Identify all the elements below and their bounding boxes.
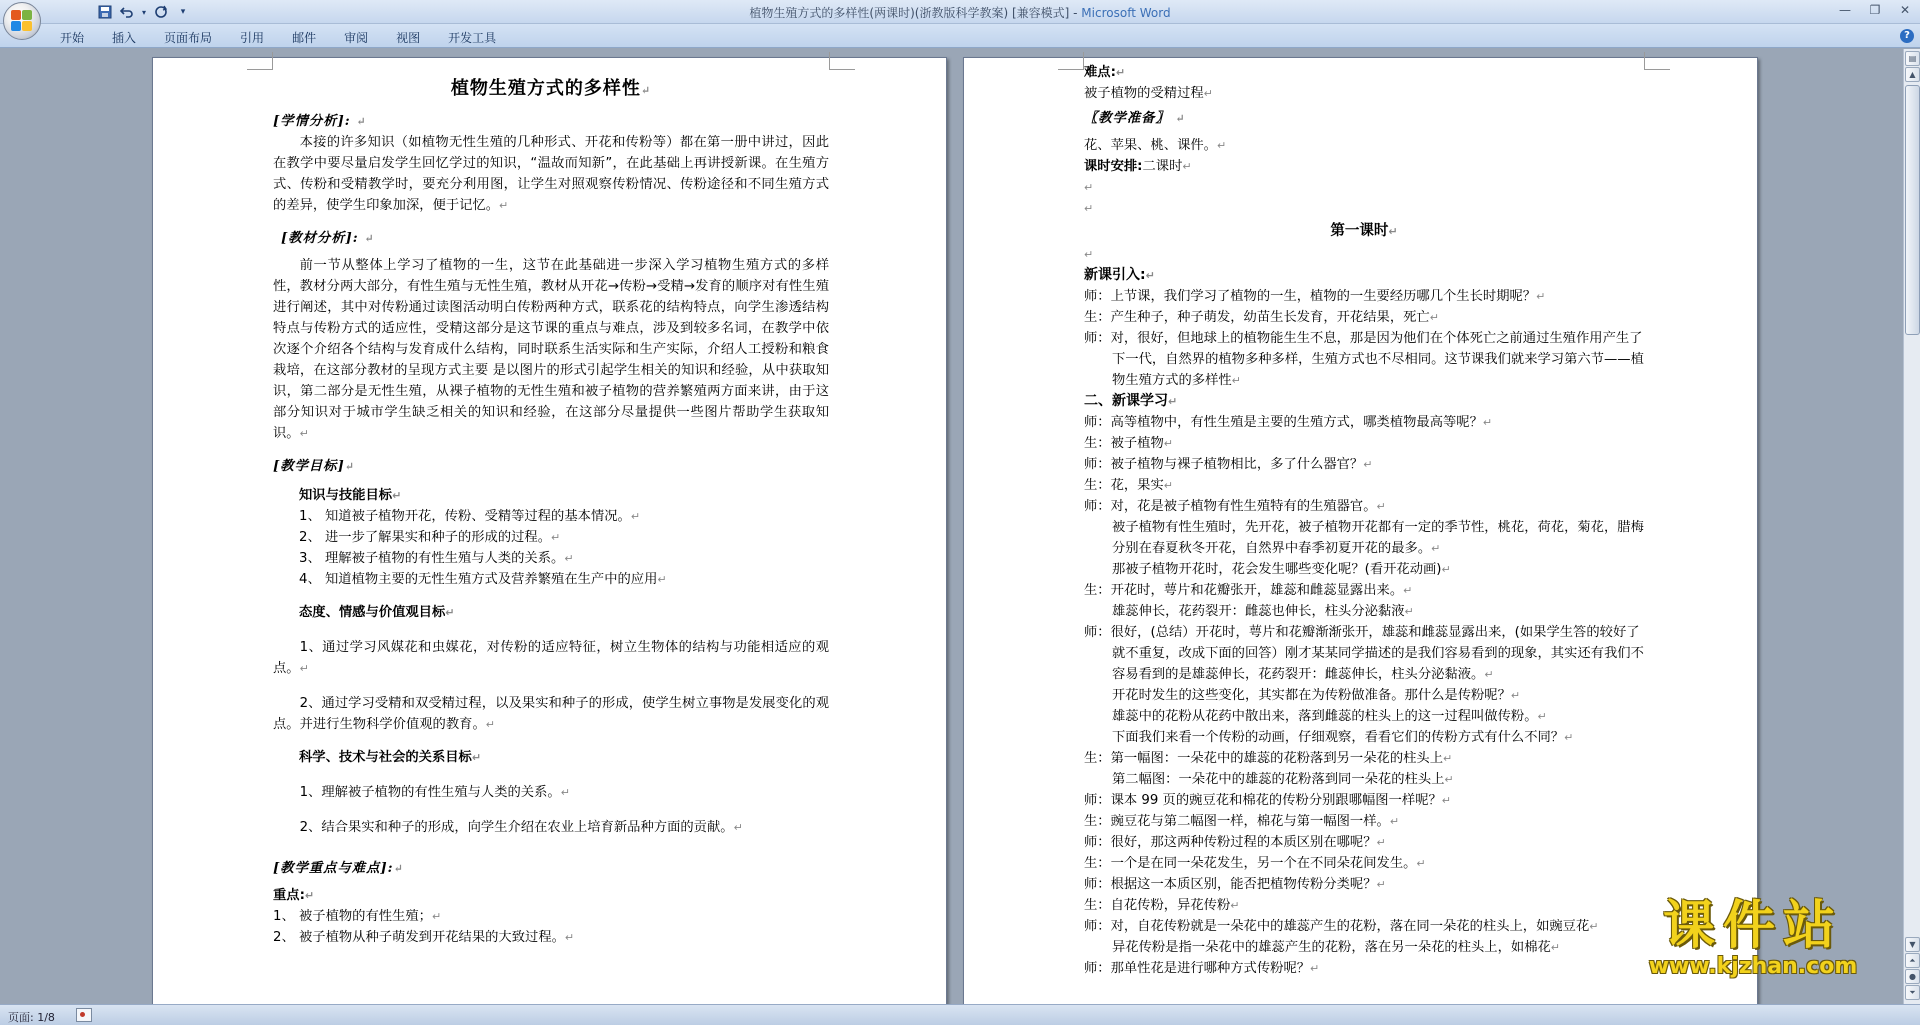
window-title xyxy=(0,4,1920,21)
restore-icon[interactable]: ❐ xyxy=(1869,2,1881,17)
tab-references[interactable]: 引用 xyxy=(240,31,265,45)
scroll-up-icon[interactable]: ▲ xyxy=(1905,67,1920,82)
tab-developer[interactable]: 开发工具 xyxy=(448,31,497,45)
paragraph: 花、苹果、桃、课件。↵ xyxy=(1084,138,1227,153)
label-new-lesson: 新课引入:↵ xyxy=(1084,267,1155,283)
paragraph: 本接的许多知识（如植物无性生殖的几种形式、开花和传粉等）都在第一册中讲过，因此在教学中要尽量启发学生回忆学过的知识，“温故而知新”，在此基础上再讲授新课。在生殖方式、传粉和受精教学时，要充分利用图，让学生对照观察传粉情况、传粉途径和不同生殖方式的差异，使学生印象加深，便于记忆。↵ xyxy=(273,135,829,213)
dialogue-line: 生：一个是在同一朵花发生，另一个在不同朵花间发生。↵ xyxy=(1084,856,1426,871)
dialogue-continuation: 异花传粉是指一朵花中的雄蕊产生的花粉，落在另一朵花的柱头上，如棉花↵ xyxy=(1112,940,1561,955)
ribbon-tab-bar xyxy=(0,24,1920,48)
vertical-scrollbar[interactable] xyxy=(1903,49,1920,1004)
list-item: 2、 进一步了解果实和种子的形成的过程。↵ xyxy=(299,530,561,545)
dialogue-line: 师：很好，(总结）开花时，萼片和花瓣渐渐张开，雄蕊和雌蕊显露出来，(如果学生答的较好了就不重复，改成下面的回答）刚才某某同学描述的是我们容易看到的现象，其实还有我们不容易看到的是雄蕊伸长，花药裂开：雌蕊伸长，柱头分泌黏液。↵ xyxy=(1084,625,1644,682)
label-key-points: 重点:↵ xyxy=(273,888,315,903)
subheading-sts: 科学、技术与社会的关系目标↵ xyxy=(299,750,482,765)
customize-qat-icon[interactable]: ▾ xyxy=(180,7,186,17)
dialogue-line: 师：课本 99 页的豌豆花和棉花的传粉分别跟哪幅图一样呢？↵ xyxy=(1084,793,1452,808)
watermark-url: www.kjzhan.com xyxy=(1648,954,1858,979)
tab-mailings[interactable]: 邮件 xyxy=(292,31,317,45)
document-heading: 植物生殖方式的多样性↵ xyxy=(450,78,652,99)
next-page-icon[interactable]: ⏷ xyxy=(1905,985,1920,1000)
dialogue-line: 师：对，花是被子植物有性生殖特有的生殖器官。↵ xyxy=(1084,499,1386,514)
label-new-lesson-study: 二、新课学习↵ xyxy=(1084,393,1178,409)
tab-view[interactable]: 视图 xyxy=(396,31,421,45)
list-item: 1、 被子植物的有性生殖；↵ xyxy=(273,909,442,924)
section-heading-objectives: [教学目标]↵ xyxy=(273,459,355,474)
dialogue-line: 生：第一幅图：一朵花中的雄蕊的花粉落到另一朵花的柱头上↵ xyxy=(1084,751,1453,766)
dialogue-line: 生：自花传粉，异花传粉↵ xyxy=(1084,898,1240,913)
dialogue-line: 师：被子植物与裸子植物相比，多了什么器官？↵ xyxy=(1084,457,1373,472)
site-watermark xyxy=(1633,897,1873,982)
tab-review[interactable]: 审阅 xyxy=(344,31,369,45)
section-heading-learner-analysis: [学情分析]: ↵ xyxy=(273,114,367,129)
view-ruler-icon[interactable]: ▤ xyxy=(1905,51,1920,66)
paragraph: 前一节从整体上学习了植物的一生，这节在此基础进一步深入学习植物生殖方式的多样性，教材分两大部分，有性生殖与无性生殖，教材从开花→传粉→受精→发育的顺序对有性生殖进行阐述，其中对传粉通过读图活动明白传粉两种方式，联系花的结构特点，向学生渗透结构特点与传粉方式的适应性，受精这部分是这节课的重点与难点，涉及到较多名词，在教学中依次逐个介绍各个结构与发育成什么结构，同时联系生活实际和生产实际，介绍人工授粉和粮食栽培，在这部分教材的呈现方式主要 是以图片的形式引起学生相关的知识和经验，从中获取知识，第二部分是无性生殖，从裸子植物的无性生殖和被子植物的营养繁殖两方面来讲，由于这部分知识对于城市学生缺乏相关的知识和经验，在这部分尽量提供一些图片帮助学生获取知识。↵ xyxy=(273,258,829,441)
crop-mark xyxy=(829,52,855,70)
tab-home[interactable]: 开始 xyxy=(60,31,85,45)
window-controls xyxy=(1830,0,1920,19)
previous-page-icon[interactable]: ⏶ xyxy=(1905,953,1920,968)
dialogue-line: 师：对，很好，但地球上的植物能生生不息，那是因为他们在个体死亡之前通过生殖作用产生了下一代，自然界的植物多种多样，生殖方式也不尽相同。这节课我们就来学习第六节——植物生殖方式的多样性↵ xyxy=(1084,331,1644,388)
status-bar xyxy=(0,1004,1920,1025)
subheading-knowledge: 知识与技能目标↵ xyxy=(299,488,402,503)
dialogue-line: 生：被子植物↵ xyxy=(1084,436,1173,451)
dialogue-line: 生：开花时，萼片和花瓣张开，雄蕊和雌蕊显露出来。↵ xyxy=(1084,583,1413,598)
document-page-2 xyxy=(963,57,1758,1004)
close-icon[interactable]: ✕ xyxy=(1899,2,1911,17)
dialogue-line: 师：很好，那这两种传粉过程的本质区别在哪呢？↵ xyxy=(1084,835,1386,850)
list-item: 1、理解被子植物的有性生殖与人类的关系。↵ xyxy=(299,785,570,800)
list-item: 2、 被子植物从种子萌发到开花结果的大致过程。↵ xyxy=(273,930,575,945)
crop-mark xyxy=(1058,52,1084,70)
dialogue-continuation: 被子植物有性生殖时，先开花，被子植物开花都有一定的季节性，桃花，荷花，菊花，腊梅分别在春夏秋冬开花，自然界中春季初夏开花的最多。↵ xyxy=(1112,520,1644,556)
page-1-text[interactable] xyxy=(273,70,829,948)
document-page-1 xyxy=(152,57,947,1004)
page-2-text[interactable]: 难点:↵ 被子植物的受精过程↵ 〖教学准备〗 ↵ 花、苹果、桃、课件。↵ 课时安排:二课时↵ ↵ ↵ 第一课时↵ ↵ 新课引入:↵ 师：上节课，我们学习了植物的一生，植物的一生要经历哪几个生长时期呢？↵ 生：产生种子，种子萌发，幼苗生长发育，开花结果，死亡↵ 师：对，很好，但地球上的植物能生生不息，那是因为他们在个体死亡之前通过生殖作用产生了下一代，自然界的植物多种多样，生殖方式也不尽相同。这节课我们就来学习第六节——植物生殖方式的多样性↵ 二、新课学习↵ 师：高等植物中，有性生殖是主要的生殖方式，哪类植物最高等呢？↵ 生：被子植物↵ 师：被子植物与裸子植物相比，多了什么器官？↵ 生：花，果实↵ 师：对，花是被子植物有性生殖特有的生殖器官。↵ 被子植物有性生殖时，先开花，被子植物开花都有一定的季节性，桃花，荷花，菊花，腊梅分别在春夏秋冬开花，自然界中春季初夏开花的最多。↵ 那被子植物开花时，花会发生哪些变化呢？(看开花动画)↵ 生：开花时，萼片和花瓣张开，雄蕊和雌蕊显露出来。↵ 雄蕊伸长，花药裂开：雌蕊也伸长，柱头分泌黏液↵ 师：很好，(总结）开花时，萼片和花瓣渐渐张开，雄蕊和雌蕊显露出来，(如果学生答的较好了就不重复，改成下面的回答）刚才某某同学描述的是我们容易看到的现象，其实还有我们不容易看到的是雄蕊伸长，花药裂开：雌蕊伸长，柱头分泌黏液。↵ 开花时发生的这些变化，其实都在为传粉做准备。那什么是传粉呢？↵ 雄蕊中的花粉从花药中散出来，落到雌蕊的柱头上的这一过程叫做传粉。↵ 下面我们来看一个传粉的动画，仔细观察，看看它们的传粉方式有什么不同？↵ 生：第一幅图：一朵花中的雄蕊的花粉落到另一朵花的柱头上↵ 第二幅图：一朵花中的雄蕊的花粉落到同一朵花的柱头上↵ 师：课本 99 页的豌豆花和棉花的传粉分别跟哪幅图一样呢？↵ 生：豌豆花与第二幅图一样，棉花与第一幅图一样。↵ 师：很好，那这两种传粉过程的本质区别在哪呢？↵ 生：一个是在同一朵花发生，另一个在不同朵花间发生。↵ 师：根据这一本质区别，能否把植物传粉分类呢？↵ 生：自花传粉，异花传粉↵ 师：对，自花传粉就是一朵花中的雄蕊产生的花粉，落在同一朵花的柱头上，如豌豆花↵ 异花传粉是指一朵花中的雄蕊产生的花粉，落在另一朵花的柱头上，如棉花↵ 师：那单性花是进行哪种方式传粉呢？↵ xyxy=(1084,62,1644,979)
dialogue-continuation: 下面我们来看一个传粉的动画，仔细观察，看看它们的传粉方式有什么不同？↵ xyxy=(1112,730,1574,745)
section-heading-key-points: [教学重点与难点]:↵ xyxy=(273,861,404,876)
page-number-status[interactable]: 页面: 1/8 xyxy=(8,1011,55,1024)
app-name: Microsoft Word xyxy=(1081,6,1171,20)
dialogue-line: 师：对，自花传粉就是一朵花中的雄蕊产生的花粉，落在同一朵花的柱头上，如豌豆花↵ xyxy=(1084,919,1599,934)
dialogue-continuation: 那被子植物开花时，花会发生哪些变化呢？(看开花动画)↵ xyxy=(1112,562,1451,577)
dialogue-line: 师：高等植物中，有性生殖是主要的生殖方式，哪类植物最高等呢？↵ xyxy=(1084,415,1493,430)
list-item: 1、 知道被子植物开花，传粉、受精等过程的基本情况。↵ xyxy=(299,509,641,524)
dialogue-continuation: 第二幅图：一朵花中的雄蕊的花粉落到同一朵花的柱头上↵ xyxy=(1112,772,1454,787)
section-heading-material-analysis: [教材分析]: ↵ xyxy=(281,231,375,246)
dialogue-line: 师：根据这一本质区别，能否把植物传粉分类呢？↵ xyxy=(1084,877,1386,892)
paragraph: 课时安排:二课时↵ xyxy=(1084,159,1192,174)
office-logo-icon xyxy=(11,10,33,32)
dialogue-line: 师：那单性花是进行哪种方式传粉呢？↵ xyxy=(1084,961,1320,976)
scroll-thumb[interactable] xyxy=(1905,85,1920,335)
section-heading-preparation: 〖教学准备〗 ↵ xyxy=(1084,111,1186,126)
dialogue-continuation: 雄蕊中的花粉从花药中散出来，落到雌蕊的柱头上的这一过程叫做传粉。↵ xyxy=(1112,709,1547,724)
tab-insert[interactable]: 插入 xyxy=(112,31,137,45)
label-difficulty: 难点:↵ xyxy=(1084,65,1126,80)
dialogue-line: 生：花，果实↵ xyxy=(1084,478,1173,493)
macro-record-icon[interactable] xyxy=(76,1008,92,1022)
dialogue-line: 生：产生种子，种子萌发，幼苗生长发育，开花结果，死亡↵ xyxy=(1084,310,1439,325)
subheading-attitude: 态度、情感与价值观目标↵ xyxy=(299,605,455,620)
document-title: 植物生殖方式的多样性(两课时)(浙教版科学教案) [兼容模式] - xyxy=(749,6,1082,20)
list-item: 2、通过学习受精和双受精过程，以及果实和种子的形成，使学生树立事物是发展变化的观点。并进行生物科学价值观的教育。↵ xyxy=(273,696,829,732)
dialogue-continuation: 雄蕊伸长，花药裂开：雌蕊也伸长，柱头分泌黏液↵ xyxy=(1112,604,1414,619)
dialogue-line: 生：豌豆花与第二幅图一样，棉花与第一幅图一样。↵ xyxy=(1084,814,1400,829)
tab-page-layout[interactable]: 页面布局 xyxy=(164,31,213,45)
list-item: 3、 理解被子植物的有性生殖与人类的关系。↵ xyxy=(299,551,574,566)
list-item: 2、结合果实和种子的形成，向学生介绍在农业上培育新品种方面的贡献。↵ xyxy=(299,820,743,835)
crop-mark xyxy=(247,52,273,70)
minimize-icon[interactable]: — xyxy=(1839,2,1851,17)
list-item: 4、 知道植物主要的无性生殖方式及营养繁殖在生产中的应用↵ xyxy=(299,572,667,587)
select-browse-object-icon[interactable]: ● xyxy=(1905,969,1920,984)
help-icon[interactable]: ? xyxy=(1900,29,1914,43)
paragraph: 被子植物的受精过程↵ xyxy=(1084,86,1213,101)
undo-dropdown-icon[interactable]: ▾ xyxy=(141,7,146,17)
watermark-title: 课件站 xyxy=(1662,896,1843,956)
scroll-down-icon[interactable]: ▼ xyxy=(1905,937,1920,952)
crop-mark xyxy=(1644,52,1670,70)
office-button[interactable] xyxy=(3,2,41,40)
dialogue-line: 师：上节课，我们学习了植物的一生，植物的一生要经历哪几个生长时期呢？↵ xyxy=(1084,289,1546,304)
document-area xyxy=(0,49,1903,1004)
dialogue-continuation: 开花时发生的这些变化，其实都在为传粉做准备。那什么是传粉呢？↵ xyxy=(1112,688,1521,703)
list-item: 1、通过学习风媒花和虫媒花，对传粉的适应特征，树立生物体的结构与功能相适应的观点。↵ xyxy=(273,640,829,676)
title-bar xyxy=(0,0,1920,24)
lesson-heading: 第一课时↵ xyxy=(1330,223,1398,239)
